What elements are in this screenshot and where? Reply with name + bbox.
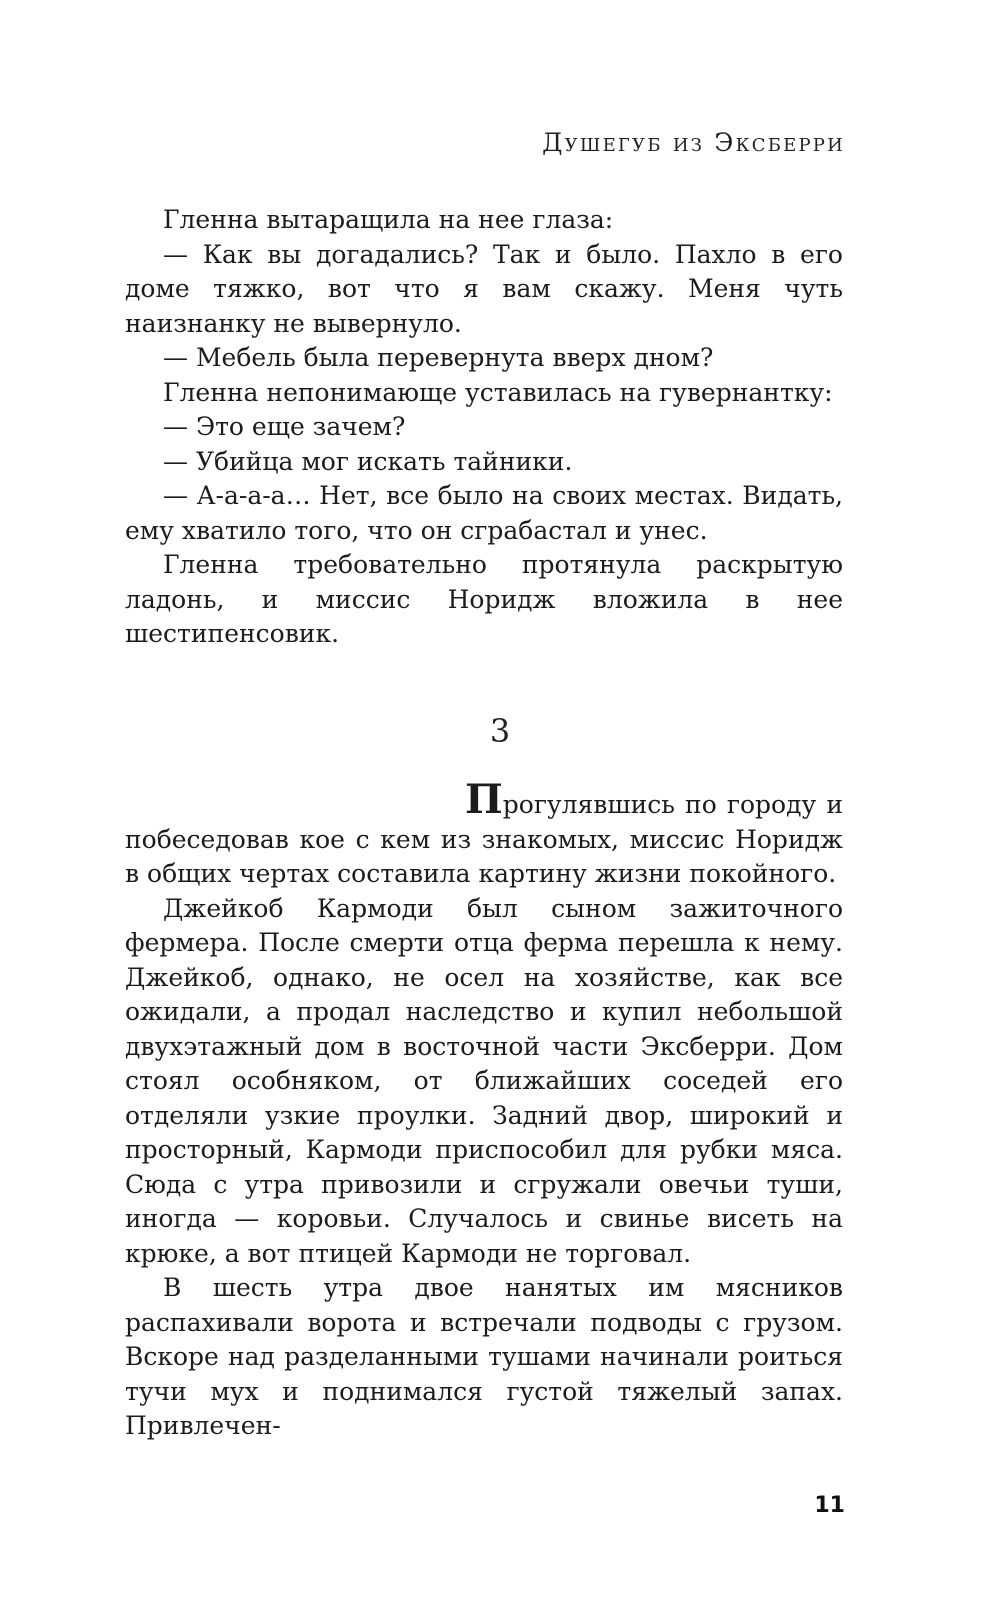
paragraph: — Мебель была перевернута вверх дном? <box>163 343 714 372</box>
page-number: 11 <box>814 1493 845 1518</box>
text-block-chapter <box>125 776 843 1444</box>
chapter-opening-paragraph <box>125 776 843 892</box>
running-head: Душегуб из Эксберри <box>542 128 845 157</box>
paragraph: Джейкоб Кармоди был сыном зажиточного фермера. После смерти отца ферма перешла к нему. Джейкоб, однако, не осел на хозяйстве, как все ожидали, а продал наследство и купил небольшой двухэтажный дом в восточной части Эксберри. Дом стоял особняком, от ближайших соседей его отделяли узкие проулки. Задний двор, широкий и просторный, Кармоди приспособил для рубки мяса. Сюда с утра привозили и сгружали овечьи туши, иногда — коровьи. Случалось и свинье висеть на крюке, а вот птицей Кармоди не торговал. <box>125 893 843 1268</box>
paragraph: — Это еще зачем? <box>163 412 406 441</box>
paragraph: Гленна требовательно протянула раскрытую ладонь, и миссис Норидж вложила в нее шестипенсовик. <box>125 550 843 648</box>
opening-text: рогулявшись по городу и побеседовав кое с кем из знакомых, миссис Норидж в общих чертах составила картину жизни покойного. <box>125 790 843 888</box>
paragraph: — А-а-а-а… Нет, все было на своих местах. Видать, ему хватило того, что он сграбастал и унес. <box>125 481 843 545</box>
paragraph: — Как вы догадались? Так и было. Пахло в его доме тяжко, вот что я вам скажу. Меня чуть наизнанку не вывернуло. <box>125 239 843 338</box>
paragraph: В шесть утра двое нанятых им мясников распахивали ворота и встречали подводы с грузом. Вскоре над разделанными тушами начинали роиться тучи мух и поднимался густой тяжелый запах. Привлечен- <box>125 1273 843 1440</box>
chapter-number: 3 <box>489 712 511 750</box>
paragraph: Гленна вытаращила на нее глаза: <box>163 205 614 234</box>
paragraph: Гленна непонимающе уставилась на гувернантку: <box>163 377 833 407</box>
text-block-dialogue <box>125 203 843 652</box>
initial-letter: П <box>465 776 503 823</box>
paragraph: — Убийца мог искать тайники. <box>163 446 573 476</box>
